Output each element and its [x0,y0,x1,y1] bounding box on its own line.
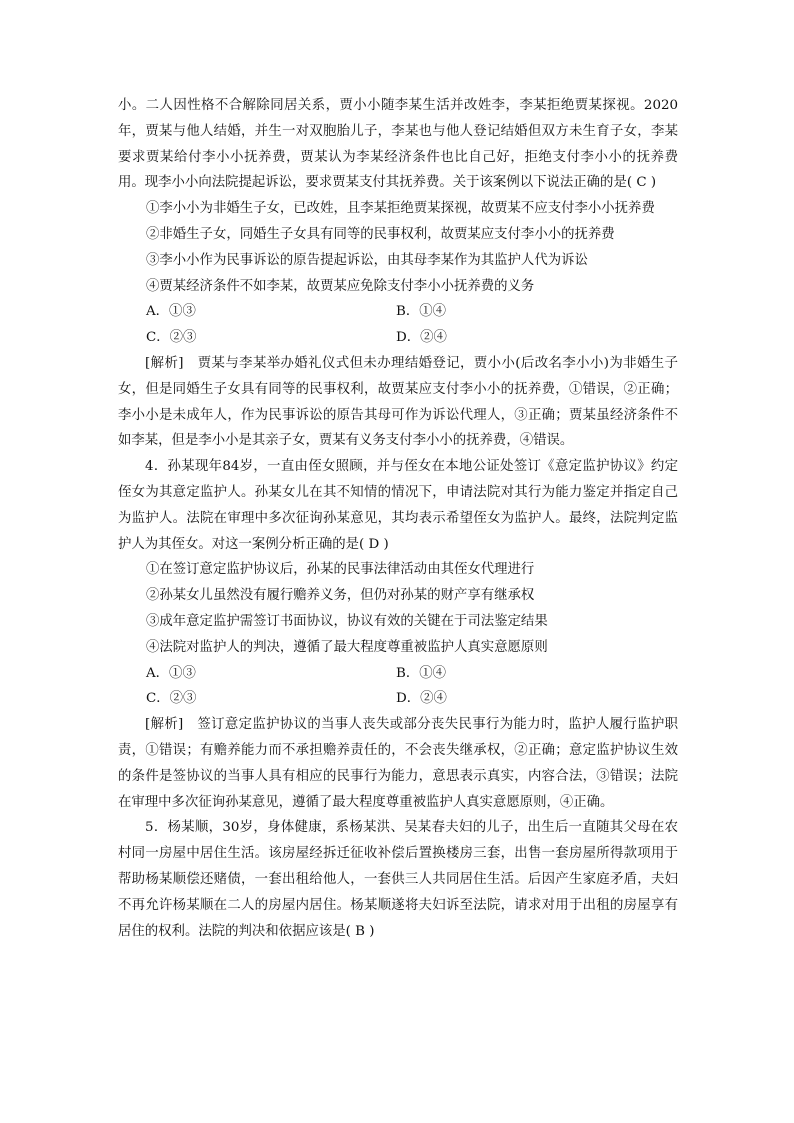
q4-choice-b: B．①④ [396,665,447,681]
q3-statement-1: ①李小小为非婚生子女，已改姓，且李某拒绝贾某探视，故贾某不应支付李小小抚养费 [146,201,655,217]
q4-statement-1: ①在签订意定监护协议后，孙某的民事法律活动由其侄女代理进行 [146,562,535,578]
q4-choices-row-2 [118,686,678,712]
q4-stem: 4．孙某现年84岁，一直由侄女照顾，并与侄女在本地公证处签订《意定监护协议》约定侄女为其意定监护人。孙某女儿在其不知情的情况下，申请法院对其行为能力鉴定并指定自己为监护人。法院在审理中多次征询孙某意见，其均表示希望侄女为监护人。最终，法院判定监护人为其侄女。对这一案例分析正确的是( D ) [118,459,678,552]
q3-statement-3: ③李小小作为民事诉讼的原告提起诉讼，由其母李某作为其监护人代为诉讼 [146,252,588,268]
q3-analysis-text: 贾某与李某举办婚礼仪式但未办理结婚登记，贾小小(后改名李小小)为非婚生子女，但是同婚生子女具有同等的民事权利，故贾某应支付李小小的抚养费，①错误，②正确；李小小是未成年人，作为民事诉讼的原告其母可作为诉讼代理人，③正确；贾某虽经济条件不如李某，但是李小小是其亲子女，贾某有义务支付李小小的抚养费，④错误。 [118,355,679,449]
q3-choice-b: B．①④ [396,304,447,320]
q4-choices-row-1 [118,661,678,687]
q4-choice-c: C．②③ [146,691,197,707]
q4-analysis [118,712,678,815]
q3-stem: 小。二人因性格不合解除同居关系，贾小小随李某生活并改姓李，李某拒绝贾某探视。2020年，贾某与他人结婚，并生一对双胞胎儿子，李某也与他人登记结婚但双方未生育子女，李某要求贾某给付李小小抚养费，贾某认为李某经济条件也比自己好，拒绝支付李小小的抚养费用。现李小小向法院提起诉讼，要求贾某支付其抚养费。关于该案例以下说法正确的是( C ) [118,98,678,191]
q3-statement-2: ②非婚生子女，同婚生子女具有同等的民事权利，故贾某应支付李小小的抚养费 [146,226,615,242]
q4-analysis-text: 签订意定监护协议的当事人丧失或部分丧失民事行为能力时，监护人履行监护职责，①错误；有赡养能力而不承担赡养责任的，不会丧失继承权，②正确；意定监护协议生效的条件是签协议的当事人具有相应的民事行为能力，意思表示真实，内容合法，③错误；法院在审理中多次征询孙某意见，遵循了最大程度尊重被监护人真实意愿原则，④正确。 [118,717,679,810]
q3-choices-row-2 [118,325,678,351]
q3-choice-d: D．②④ [396,330,447,346]
q4-analysis-tag: [解析] [145,717,184,733]
q4-statement-3: ③成年意定监护需签订书面协议，协议有效的关键在于司法鉴定结果 [146,613,548,629]
q4-statement-4: ④法院对监护人的判决，遵循了最大程度尊重被监护人真实意愿原则 [146,639,548,655]
q3-choice-a: A．①③ [146,304,196,320]
q5-stem: 5．杨某顺，30岁，身体健康，系杨某洪、吴某春夫妇的儿子，出生后一直随其父母在农村同一房屋中居住生活。该房屋经拆迁征收补偿后置换楼房三套，出售一套房屋所得款项用于帮助杨某顺偿还赌债，一套出租给他人，一套供三人共同居住生活。后因产生家庭矛盾，夫妇不再允许杨某顺在二人的房屋内居住。杨某顺遂将夫妇诉至法院，请求对用于出租的房屋享有居住的权利。法院的判决和依据应该是( B ) [118,820,678,939]
q3-statement-4: ④贾某经济条件不如李某，故贾某应免除支付李小小抚养费的义务 [146,278,535,294]
q3-analysis [118,351,678,454]
page-content [118,93,678,944]
q4-choice-d: D．②④ [396,691,447,707]
q4-choice-a: A．①③ [146,665,196,681]
q3-analysis-tag: [解析] [145,355,184,371]
q3-choice-c: C．②③ [146,330,197,346]
q3-choices-row-1 [118,299,678,325]
q4-statement-2: ②孙某女儿虽然没有履行赡养义务，但仍对孙某的财产享有继承权 [146,588,535,604]
